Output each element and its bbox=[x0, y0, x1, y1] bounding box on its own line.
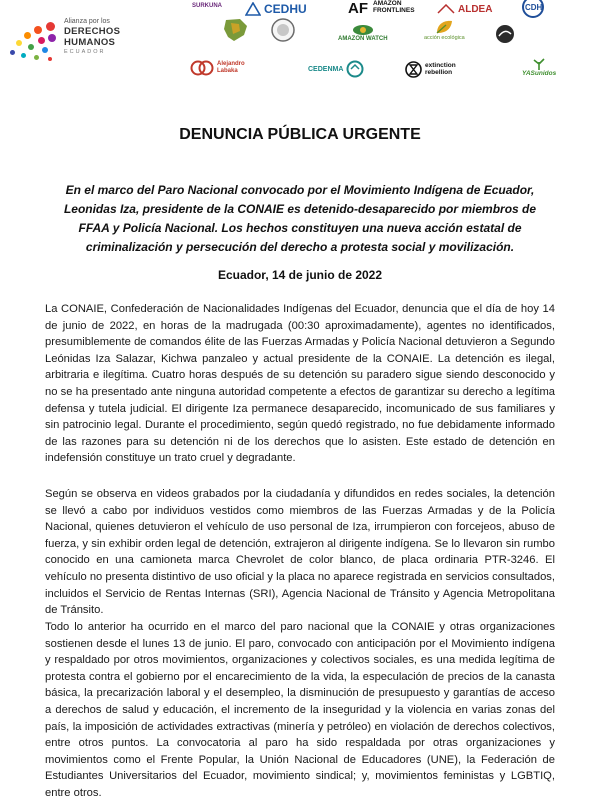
seal-emblem-icon bbox=[270, 17, 296, 43]
af-monogram-icon bbox=[348, 0, 370, 15]
svg-text:CDH: CDH bbox=[525, 3, 543, 12]
ecuador-map-logo bbox=[222, 20, 250, 40]
surkuna-logo-text: SURKUNA bbox=[192, 3, 222, 9]
surkuna-logo bbox=[192, 0, 222, 16]
yasunidos-plant-icon bbox=[531, 58, 547, 70]
accion-ecologica-logo-text: acción ecológica bbox=[424, 35, 465, 41]
extinction-hourglass-icon bbox=[405, 61, 422, 78]
yasunidos-logo bbox=[522, 58, 556, 84]
cedenma-emblem-icon bbox=[346, 60, 364, 78]
cdh-emblem-icon bbox=[520, 0, 546, 18]
main-logo-line2a: DERECHOS bbox=[64, 26, 121, 37]
dateline: Ecuador, 14 de junio de 2022 bbox=[217, 268, 383, 282]
amazon-watch-eye-icon bbox=[352, 24, 374, 36]
bird-emblem-icon bbox=[495, 24, 515, 44]
logo-strip bbox=[0, 0, 600, 92]
extinction-rebellion-logo-text: extinction rebellion bbox=[425, 62, 456, 76]
labaka-circles-icon bbox=[190, 60, 214, 76]
aldea-logo-text: ALDEA bbox=[458, 3, 493, 15]
body-paragraph-3: Todo lo anterior ha ocurrido en el marco del paro nacional que la CONAIE y otras organizaciones sostienen desde el lunes 13 de junio. El paro, convocado con anticipación por el Movimiento indígena y respaldado por otros movimientos, organizaciones y colectivos sociales, es una medida legítima de protesta contra el gobierno por el encarecimiento de la vida, la especulación de precios de la canasta básica, la precarización laboral y el desempleo, la disminución de presupuesto y garantías de acceso a derechos de salud y educación, el incremento de la inseguridad y la violencia en varias zonas del país, la imposición de actividades extractivas (minería y petróleo) en violación de derechos colectivos, entre otros puntos. La convocatoria al paro ha sido respaldada por otras organizaciones y movimientos como el Frente Popular, la Unión Nacional de Educadores (UNE), la Federación de Estudiantes Universitarios del Ecuador, movimiento sindical; y, movimientos feministas y LGBTIQ, entre otros. bbox=[45, 621, 555, 799]
body-paragraph-2: Según se observa en videos grabados por la ciudadanía y difundidos en redes sociales, la detención se llevó a cabo por individuos vestidos como miembros de las Fuerzas Armadas y de la Policía Nacional, quienes detuvieron el vehículo de uso personal de Iza, irrumpieron con forcejeos, abuso de fuerza, y sin exhibir orden legal de detención, extrajeron al dirigente indígena. Se lo llevaron sin rumbo conocido en una camioneta marca Chevrolet de color blanco, de placa ordinaria PTR-3246. El vehículo no presenta distintivo de uso oficial y la placa no aparece registrada en servicios consultados, incluidos el Servicio de Rentas Internas (SRI), Agencia Nacional de Tránsito y Agencia Metropolitana de Tránsito. bbox=[45, 488, 555, 617]
cdh-logo bbox=[520, 0, 546, 17]
cedhu-emblem-icon bbox=[245, 2, 261, 16]
main-logo-line1: Alianza por los bbox=[64, 18, 110, 25]
svg-text:AF: AF bbox=[348, 0, 368, 15]
cedhu-logo-text: CEDHU bbox=[264, 2, 307, 16]
alianza-dots-icon bbox=[8, 20, 62, 64]
amazon-frontlines-logo-text: AMAZON FRONTLINES bbox=[373, 0, 415, 14]
cedenma-logo-text: CEDENMA bbox=[308, 65, 344, 73]
amazon-watch-logo bbox=[338, 24, 388, 52]
amazon-watch-logo-text: AMAZON WATCH bbox=[338, 36, 388, 42]
body-paragraph-1: La CONAIE, Confederación de Nacionalidades Indígenas del Ecuador, denuncia que el día de hoy 14 de junio de 2022, en horas de la madrugada (00:30 aproximadamente), agentes no identificados, presumiblemente de comandos élite de las Fuerzas Armadas y Policía Nacional detuvieron a Segundo Leónidas Iza Salazar, Kichwa panzaleo y actual presidente de la CONAIE. La detención es ilegal, arbitraria e ilegítima. Cuatro horas después de su detención su paradero sigue siendo desconocido y no se ha presentado ante ninguna autoridad competente a efectos de garantizar su derecho a legítima defensa y tutela judicial. El dirigente Iza permanece desaparecido, incomunicado de sus familiares y sin patrocinio legal. Durante el procedimiento, según quedó registrado, no fue debidamente informado de las razones para su detención ni de los derechos que lo asisten. Este estado de detención en indefensión constituye un trato cruel y degradante. bbox=[45, 303, 555, 465]
main-logo-line2b: HUMANOS bbox=[64, 37, 116, 48]
amazon-frontlines-logo bbox=[348, 0, 419, 17]
ecuador-map-icon bbox=[222, 17, 250, 43]
alianza-ddhh-logo bbox=[8, 18, 158, 66]
bird-logo bbox=[495, 24, 515, 44]
cedenma-logo bbox=[308, 59, 364, 79]
round-seal-logo bbox=[270, 20, 296, 40]
alejandro-labaka-logo bbox=[190, 58, 255, 78]
extinction-rebellion-logo bbox=[405, 59, 471, 79]
yasunidos-logo-text: YASunidos bbox=[522, 70, 557, 77]
accion-ecologica-logo bbox=[424, 19, 465, 49]
lead-paragraph: En el marco del Paro Nacional convocado por el Movimiento Indígena de Ecuador, Leonidas Iza, presidente de la CONAIE es detenido-desaparecido por miembros de FFAA y Policía Nacional. Los hechos constituyen una nueva acción estatal de criminalización y persecución del derecho a protesta social y movilización. bbox=[63, 183, 537, 254]
document-title: DENUNCIA PÚBLICA URGENTE bbox=[179, 126, 421, 143]
aldea-house-icon bbox=[437, 4, 455, 14]
alejandro-labaka-logo-text: Alejandro Labaka bbox=[217, 61, 245, 74]
main-logo-line3: ECUADOR bbox=[64, 49, 106, 55]
accion-ecologica-leaf-icon bbox=[434, 19, 454, 35]
aldea-logo bbox=[437, 0, 492, 19]
